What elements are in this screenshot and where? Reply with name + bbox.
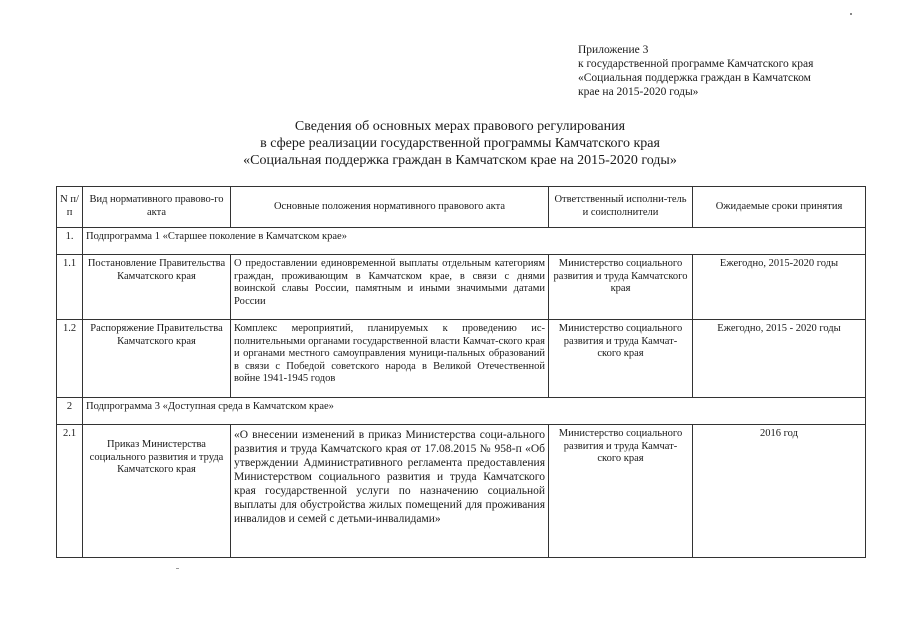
document-title [150,118,770,169]
deadline: Ежегодно, 2015-2020 годы [693,255,866,320]
appendix-note [578,43,878,99]
responsible: Министерство социального развития и труда Камчатского края [549,255,693,320]
table-header-row [57,187,866,228]
table-row [57,425,866,558]
subprogram-row-1 [57,228,866,255]
subprogram-title: Подпрограмма 1 «Старшее поколение в Камчатском крае» [83,228,866,255]
header-num: N п/п [57,187,83,228]
act-kind: Постановление Правительства Камчатского края [83,255,231,320]
scan-speck [850,13,852,15]
deadline: 2016 год [693,425,866,558]
header-deadline: Ожидаемые сроки принятия [693,187,866,228]
title-line-2: в сфере реализации государственной программы Камчатского края [260,136,660,151]
scan-speck [176,568,179,569]
title-line-3: «Социальная поддержка граждан в Камчатском крае на 2015-2020 годы» [243,153,677,168]
measures-table [56,186,866,558]
appendix-line-1: Приложение 3 [578,44,649,56]
title-line-1: Сведения об основных мерах правового регулирования [294,119,626,134]
row-num: 1.2 [57,320,83,398]
appendix-line-4: крае на 2015-2020 годы» [578,86,699,98]
subprogram-num: 1. [57,228,83,255]
header-responsible: Ответственный исполни-тель и соисполнители [549,187,693,228]
table-row [57,255,866,320]
act-kind: Распоряжение Правительства Камчатского края [83,320,231,398]
responsible: Министерство социального развития и труда Камчат-ского края [549,425,693,558]
subprogram-row-2 [57,398,866,425]
table-row [57,320,866,398]
header-provisions: Основные положения нормативного правового акта [231,187,549,228]
header-act-kind: Вид нормативного правово-го акта [83,187,231,228]
act-kind: Приказ Министерства социального развития и труда Камчатского края [83,425,231,558]
appendix-line-2: к государственной программе Камчатского края [578,58,814,70]
deadline: Ежегодно, 2015 - 2020 годы [693,320,866,398]
act-provisions: О предоставлении единовременной выплаты отдельным категориям граждан, проживающим в Камчатском крае, в связи с днями воинской славы России, памятным и иными значимыми датами России [231,255,549,320]
act-provisions: Комплекс мероприятий, планируемых к проведению ис-полнительными органами государственной власти Камчат-ского края и органами местного самоуправления муници-пальных образований в связи с Победой советского народа в Великой Отечественной войне 1941-1945 годов [231,320,549,398]
row-num: 2.1 [57,425,83,558]
subprogram-num: 2 [57,398,83,425]
act-provisions: «О внесении изменений в приказ Министерства соци-ального развития и труда Камчатского края от 17.08.2015 № 958-п «Об утверждении Административного регламента предоставления Министерством социального развития и труда Камчатского края государственной услуги по назначению социальной выплаты для обустройства жилых помещений для проживания инвалидов и семей с детьми-инвалидами» [231,425,549,558]
row-num: 1.1 [57,255,83,320]
appendix-line-3: «Социальная поддержка граждан в Камчатском [578,72,811,84]
subprogram-title: Подпрограмма 3 «Доступная среда в Камчатском крае» [83,398,866,425]
responsible: Министерство социального развития и труда Камчат-ского края [549,320,693,398]
